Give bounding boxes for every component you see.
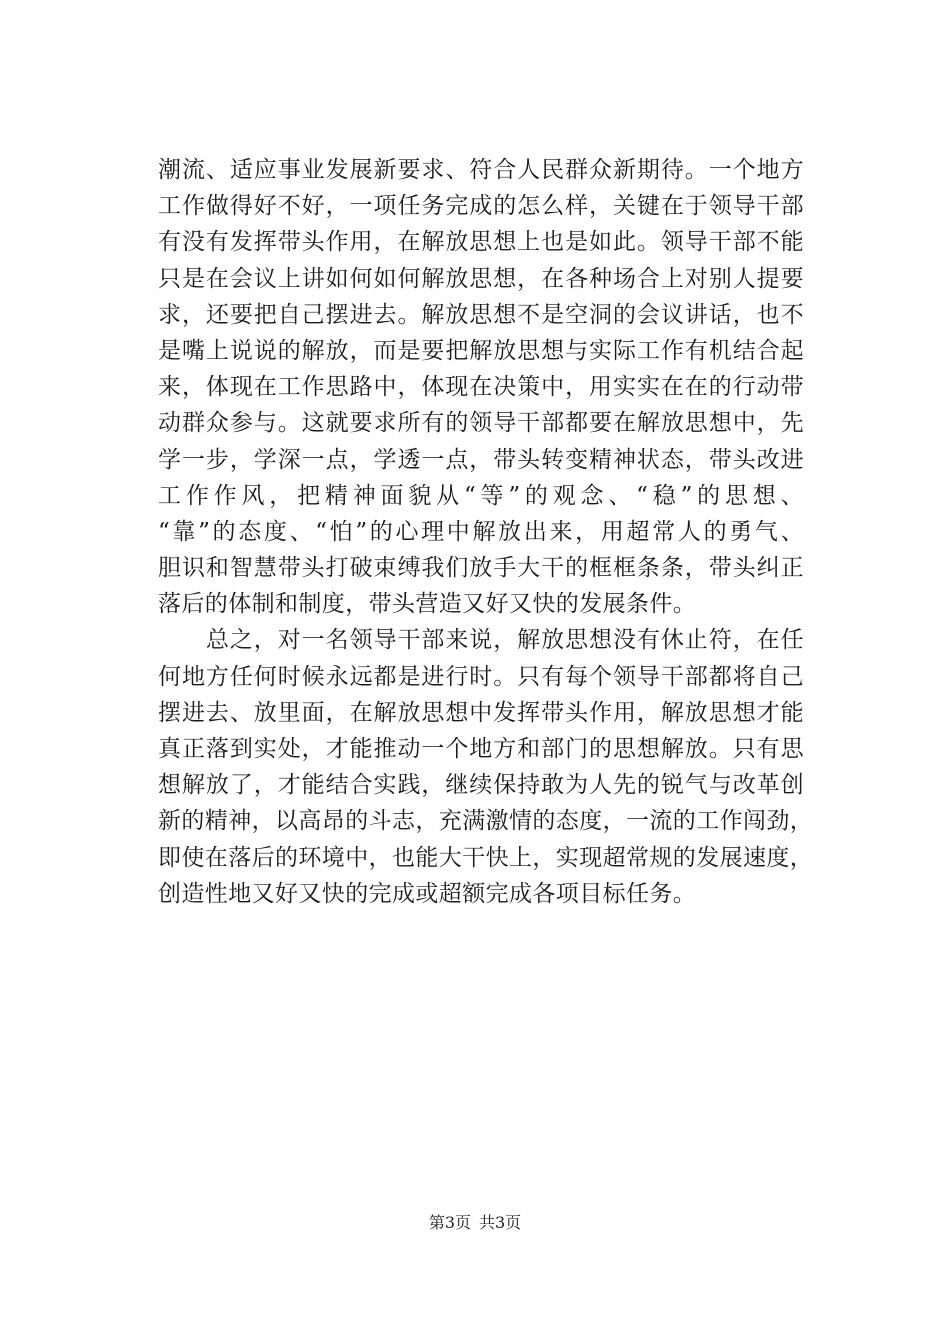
text-line: 即使在落后的环境中，也能大干快上，实现超常规的发展速度， bbox=[158, 844, 814, 871]
text-line: 何地方任何时候永远都是进行时。只有每个领导干部都将自己 bbox=[158, 663, 804, 690]
page-total: 共3页 bbox=[479, 1213, 522, 1232]
page-number: 第3页 bbox=[428, 1213, 471, 1232]
text-line: 工作作风，把精神面貌从“等”的观念、“稳”的思想、 bbox=[158, 482, 804, 509]
text-line: 学一步，学深一点，学透一点，带头转变精神状态，带头改进 bbox=[158, 446, 804, 473]
text-line: 摆进去、放里面，在解放思想中发挥带头作用，解放思想才能 bbox=[158, 699, 804, 726]
text-line: 总之，对一名领导干部来说，解放思想没有休止符，在任 bbox=[158, 627, 804, 654]
text-line: 创造性地又好又快的完成或超额完成各项目标任务。 bbox=[158, 880, 697, 907]
text-line: 求，还要把自己摆进去。解放思想不是空洞的会议讲话，也不 bbox=[158, 301, 804, 328]
document-body bbox=[158, 152, 814, 912]
text-line: 有没有发挥带头作用，在解放思想上也是如此。领导干部不能 bbox=[158, 229, 804, 256]
text-line: 新的精神，以高昂的斗志，充满激情的态度，一流的工作闯劲， bbox=[158, 808, 814, 835]
page-footer bbox=[0, 1211, 950, 1235]
text-line: 胆识和智慧带头打破束缚我们放手大干的框框条条，带头纠正 bbox=[158, 555, 804, 582]
text-line: 想解放了，才能结合实践，继续保持敢为人先的锐气与改革创 bbox=[158, 772, 804, 799]
text-line: 动群众参与。这就要求所有的领导干部都要在解放思想中，先 bbox=[158, 410, 804, 437]
text-line: 只是在会议上讲如何如何解放思想，在各种场合上对别人提要 bbox=[158, 265, 804, 292]
text-line: 落后的体制和制度，带头营造又好又快的发展条件。 bbox=[158, 591, 697, 618]
text-line: 潮流、适应事业发展新要求、符合人民群众新期待。一个地方 bbox=[158, 157, 804, 183]
text-line: 工作做得好不好，一项任务完成的怎么样，关键在于领导干部 bbox=[158, 193, 804, 220]
text-line: 真正落到实处，才能推动一个地方和部门的思想解放。只有思 bbox=[158, 736, 804, 762]
text-line: 是嘴上说说的解放，而是要把解放思想与实际工作有机结合起 bbox=[158, 337, 804, 364]
text-line: “靠”的态度、“怕”的心理中解放出来，用超常人的勇气、 bbox=[158, 518, 804, 545]
text-line: 来，体现在工作思路中，体现在决策中，用实实在在的行动带 bbox=[158, 374, 804, 401]
